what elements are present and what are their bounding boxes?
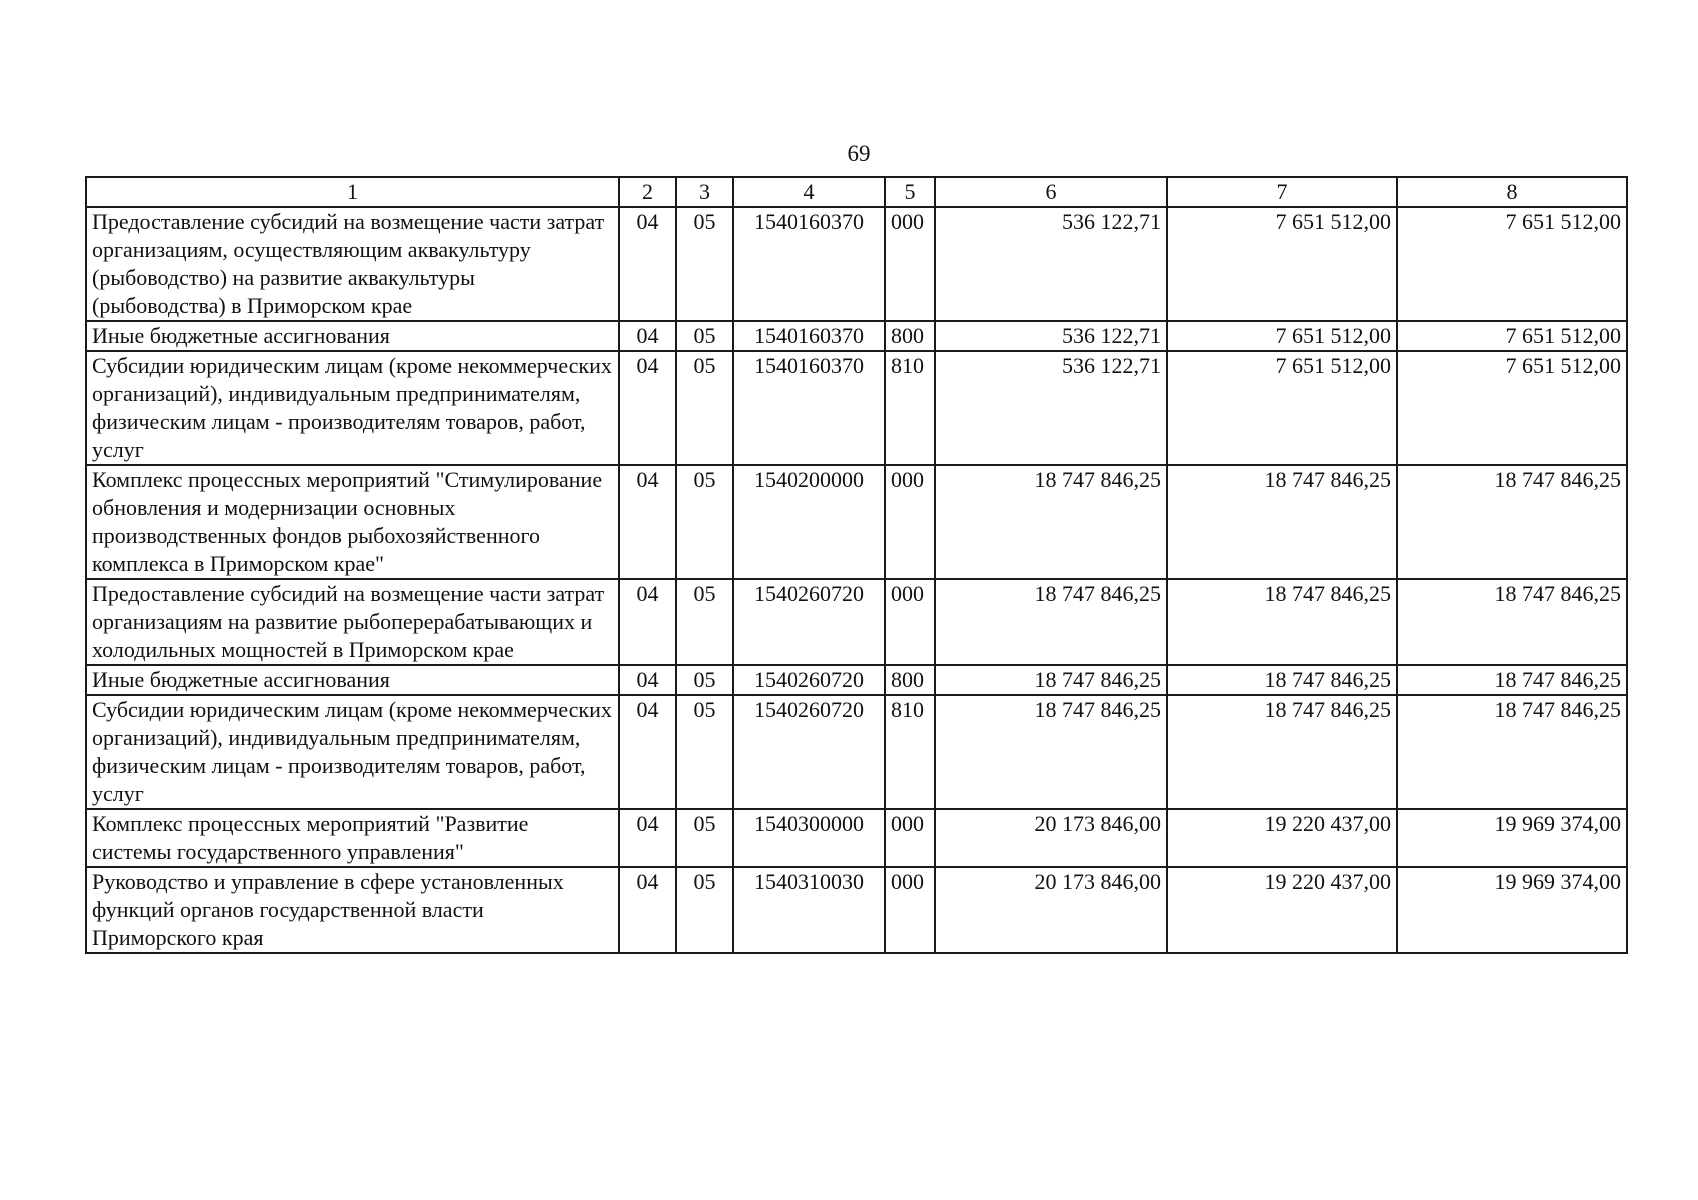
table-row bbox=[86, 665, 1627, 695]
section-code: 04 bbox=[619, 465, 676, 579]
amount-col-6: 18 747 846,25 bbox=[935, 665, 1167, 695]
row-name: Предоставление субсидий на возмещение части затрат организациям на развитие рыбоперерабатывающих и холодильных мощностей в Приморском крае bbox=[86, 579, 619, 665]
expense-type-code: 810 bbox=[885, 695, 935, 809]
column-header: 4 bbox=[733, 177, 885, 207]
row-name: Субсидии юридическим лицам (кроме некоммерческих организаций), индивидуальным предпринимателям, физическим лицам - производителям товаров, работ, услуг bbox=[86, 695, 619, 809]
column-header: 7 bbox=[1167, 177, 1397, 207]
amount-col-8: 7 651 512,00 bbox=[1397, 351, 1627, 465]
page-number: 69 bbox=[847, 141, 871, 166]
target-article-code: 1540160370 bbox=[733, 321, 885, 351]
target-article-code: 1540160370 bbox=[733, 207, 885, 321]
amount-col-7: 18 747 846,25 bbox=[1167, 465, 1397, 579]
expense-type-code: 810 bbox=[885, 351, 935, 465]
target-article-code: 1540260720 bbox=[733, 695, 885, 809]
subsection-code: 05 bbox=[676, 207, 733, 321]
section-code: 04 bbox=[619, 321, 676, 351]
amount-col-8: 7 651 512,00 bbox=[1397, 207, 1627, 321]
expense-type-code: 800 bbox=[885, 665, 935, 695]
row-name: Субсидии юридическим лицам (кроме некоммерческих организаций), индивидуальным предпринимателям, физическим лицам - производителям товаров, работ, услуг bbox=[86, 351, 619, 465]
row-name: Комплекс процессных мероприятий "Развитие системы государственного управления" bbox=[86, 809, 619, 867]
table-row bbox=[86, 465, 1627, 579]
amount-col-8: 7 651 512,00 bbox=[1397, 321, 1627, 351]
table-row bbox=[86, 321, 1627, 351]
row-name: Предоставление субсидий на возмещение части затрат организациям, осуществляющим аквакультуру (рыбоводство) на развитие аквакультуры (рыбоводства) в Приморском крае bbox=[86, 207, 619, 321]
table-row bbox=[86, 867, 1627, 953]
expense-type-code: 000 bbox=[885, 809, 935, 867]
subsection-code: 05 bbox=[676, 465, 733, 579]
table-row bbox=[86, 695, 1627, 809]
amount-col-8: 18 747 846,25 bbox=[1397, 579, 1627, 665]
subsection-code: 05 bbox=[676, 695, 733, 809]
subsection-code: 05 bbox=[676, 351, 733, 465]
expense-type-code: 000 bbox=[885, 465, 935, 579]
column-header: 8 bbox=[1397, 177, 1627, 207]
amount-col-6: 536 122,71 bbox=[935, 207, 1167, 321]
table-row bbox=[86, 809, 1627, 867]
amount-col-8: 18 747 846,25 bbox=[1397, 665, 1627, 695]
amount-col-6: 18 747 846,25 bbox=[935, 579, 1167, 665]
section-code: 04 bbox=[619, 579, 676, 665]
amount-col-8: 19 969 374,00 bbox=[1397, 809, 1627, 867]
amount-col-7: 19 220 437,00 bbox=[1167, 867, 1397, 953]
section-code: 04 bbox=[619, 207, 676, 321]
target-article-code: 1540260720 bbox=[733, 579, 885, 665]
row-name: Иные бюджетные ассигнования bbox=[86, 665, 619, 695]
table-row bbox=[86, 207, 1627, 321]
target-article-code: 1540260720 bbox=[733, 665, 885, 695]
amount-col-6: 536 122,71 bbox=[935, 351, 1167, 465]
table-row bbox=[86, 579, 1627, 665]
target-article-code: 1540300000 bbox=[733, 809, 885, 867]
column-header: 1 bbox=[86, 177, 619, 207]
amount-col-8: 19 969 374,00 bbox=[1397, 867, 1627, 953]
amount-col-7: 7 651 512,00 bbox=[1167, 207, 1397, 321]
column-header: 6 bbox=[935, 177, 1167, 207]
amount-col-6: 20 173 846,00 bbox=[935, 867, 1167, 953]
amount-col-6: 18 747 846,25 bbox=[935, 695, 1167, 809]
section-code: 04 bbox=[619, 665, 676, 695]
section-code: 04 bbox=[619, 351, 676, 465]
target-article-code: 1540310030 bbox=[733, 867, 885, 953]
row-name: Иные бюджетные ассигнования bbox=[86, 321, 619, 351]
subsection-code: 05 bbox=[676, 321, 733, 351]
amount-col-6: 536 122,71 bbox=[935, 321, 1167, 351]
table-row bbox=[86, 351, 1627, 465]
column-header: 3 bbox=[676, 177, 733, 207]
column-header: 5 bbox=[885, 177, 935, 207]
section-code: 04 bbox=[619, 809, 676, 867]
column-header: 2 bbox=[619, 177, 676, 207]
amount-col-6: 18 747 846,25 bbox=[935, 465, 1167, 579]
section-code: 04 bbox=[619, 867, 676, 953]
target-article-code: 1540160370 bbox=[733, 351, 885, 465]
subsection-code: 05 bbox=[676, 665, 733, 695]
section-code: 04 bbox=[619, 695, 676, 809]
amount-col-7: 18 747 846,25 bbox=[1167, 695, 1397, 809]
subsection-code: 05 bbox=[676, 579, 733, 665]
subsection-code: 05 bbox=[676, 809, 733, 867]
expense-type-code: 000 bbox=[885, 867, 935, 953]
amount-col-7: 19 220 437,00 bbox=[1167, 809, 1397, 867]
header-row bbox=[86, 177, 1627, 207]
amount-col-7: 7 651 512,00 bbox=[1167, 321, 1397, 351]
amount-col-8: 18 747 846,25 bbox=[1397, 465, 1627, 579]
amount-col-8: 18 747 846,25 bbox=[1397, 695, 1627, 809]
amount-col-7: 18 747 846,25 bbox=[1167, 579, 1397, 665]
subsection-code: 05 bbox=[676, 867, 733, 953]
amount-col-7: 7 651 512,00 bbox=[1167, 351, 1397, 465]
row-name: Руководство и управление в сфере установленных функций органов государственной власти Приморского края bbox=[86, 867, 619, 953]
budget-table bbox=[85, 176, 1628, 954]
amount-col-7: 18 747 846,25 bbox=[1167, 665, 1397, 695]
expense-type-code: 000 bbox=[885, 207, 935, 321]
target-article-code: 1540200000 bbox=[733, 465, 885, 579]
amount-col-6: 20 173 846,00 bbox=[935, 809, 1167, 867]
row-name: Комплекс процессных мероприятий "Стимулирование обновления и модернизации основных производственных фондов рыбохозяйственного комплекса в Приморском крае" bbox=[86, 465, 619, 579]
expense-type-code: 000 bbox=[885, 579, 935, 665]
expense-type-code: 800 bbox=[885, 321, 935, 351]
